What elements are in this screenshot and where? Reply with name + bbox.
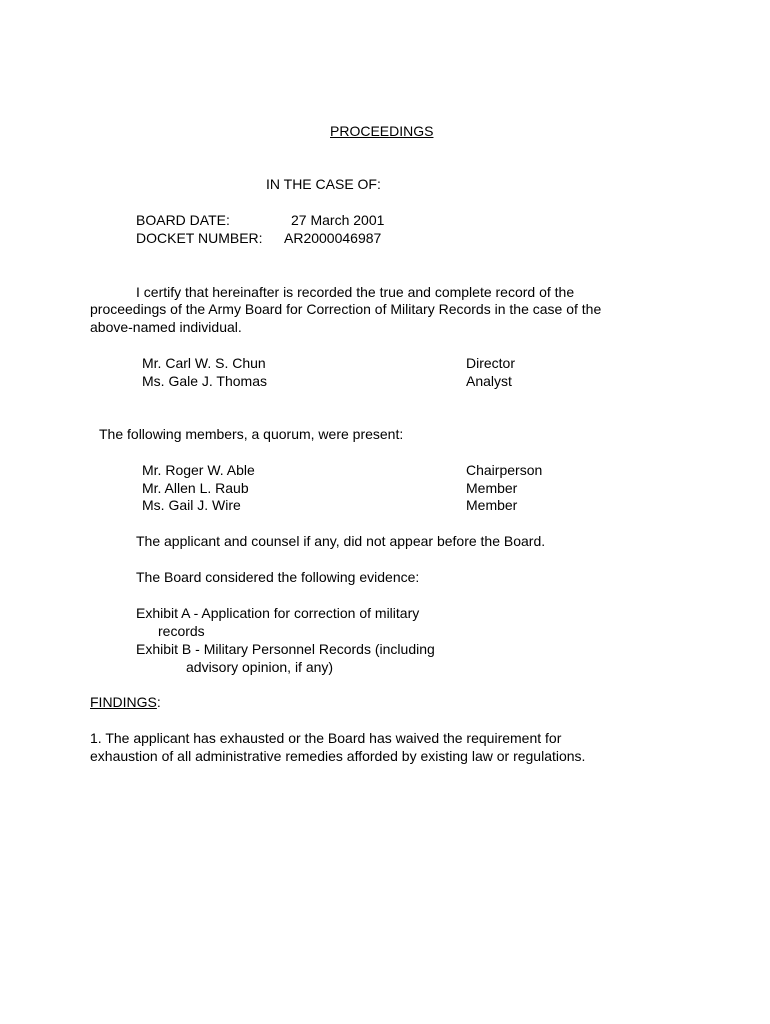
staff-name-analyst: Ms. Gale J. Thomas (142, 373, 268, 389)
appearance-statement: The applicant and counsel if any, did not appear before the Board. (136, 533, 546, 549)
quorum-statement: The following members, a quorum, were present: (99, 426, 404, 442)
staff-role-analyst: Analyst (466, 373, 512, 389)
certification-line-3: above-named individual. (90, 319, 242, 335)
evidence-intro: The Board considered the following evidence: (136, 569, 420, 585)
findings-heading (90, 693, 161, 711)
member-role-3: Member (466, 497, 518, 513)
page-title: PROCEEDINGS (330, 123, 434, 139)
staff-name-director: Mr. Carl W. S. Chun (142, 355, 266, 371)
member-role-2: Member (466, 480, 518, 496)
certification-line-1: I certify that hereinafter is recorded the true and complete record of the (136, 284, 575, 300)
staff-role-director: Director (466, 355, 516, 371)
member-name-3: Ms. Gail J. Wire (142, 497, 241, 513)
member-name-2: Mr. Allen L. Raub (142, 480, 249, 496)
exhibit-b-line-2: advisory opinion, if any) (186, 659, 334, 675)
member-role-chairperson: Chairperson (466, 462, 543, 478)
certification-line-2: proceedings of the Army Board for Correction of Military Records in the case of the (90, 301, 602, 317)
findings-colon: : (156, 694, 161, 710)
case-title: IN THE CASE OF: (266, 176, 381, 192)
finding-1-line-1: 1. The applicant has exhausted or the Board has waived the requirement for (90, 730, 562, 746)
findings-label: FINDINGS (90, 694, 157, 710)
board-date-value: 27 March 2001 (291, 212, 385, 228)
docket-number-value: AR2000046987 (284, 230, 382, 246)
exhibit-b-line-1: Exhibit B - Military Personnel Records (including (136, 641, 435, 657)
exhibit-a-line-1: Exhibit A - Application for correction of military (136, 605, 420, 621)
member-name-chairperson: Mr. Roger W. Able (142, 462, 255, 478)
finding-1-line-2: exhaustion of all administrative remedies afforded by existing law or regulations. (90, 748, 586, 764)
exhibit-a-line-2: records (158, 623, 205, 639)
board-date-label: BOARD DATE: (136, 212, 230, 228)
docket-number-label: DOCKET NUMBER: (136, 230, 263, 246)
